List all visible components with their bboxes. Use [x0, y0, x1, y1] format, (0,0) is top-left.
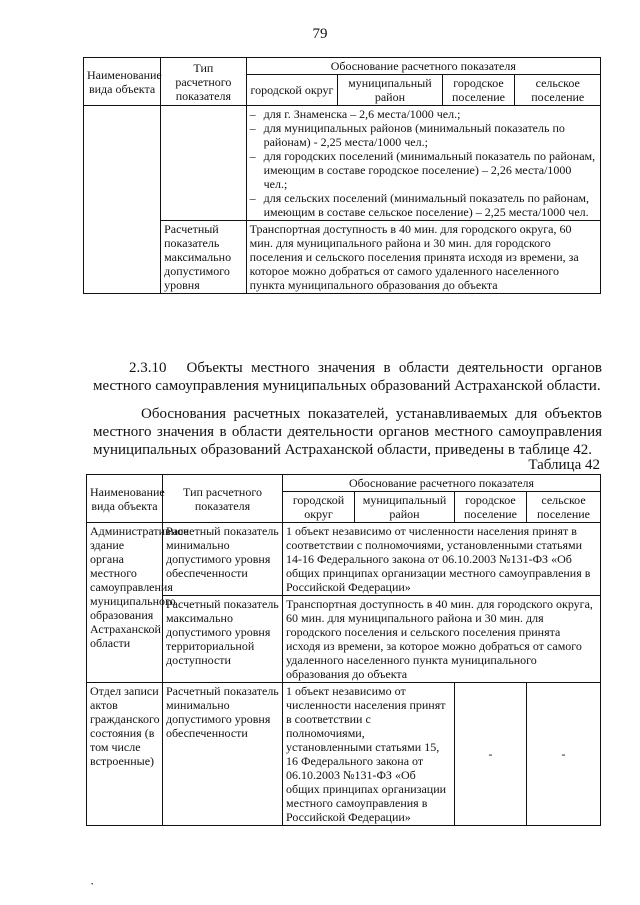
header-basis: Обоснование расчетного показателя: [246, 58, 600, 75]
empty-type-cell: [161, 106, 246, 221]
list-item: – для сельских поселений (минимальный показатель по районам, имеющим в составе сельское поселение) – 2,25 места/1000 чел.: [250, 191, 597, 219]
object-name-cell: Отдел записи актов гражданского состояния (в том числе встроенные): [87, 683, 163, 826]
section-heading: [93, 359, 602, 395]
header-rural: сельское поселение: [515, 75, 601, 106]
table-row: [84, 106, 601, 221]
basis-cell: 1 объект независимо от численности населения принят в соответствии с полномочиями, установленными статьями 15, 16 Федерального закона от 06.10.2003 №131-ФЗ «Об общих принципах организации местного самоуправления в Российской Федерации»: [283, 683, 455, 826]
header-town: городское поселение: [442, 75, 515, 106]
header-town: городское поселение: [455, 492, 527, 523]
table-caption: Таблица 42: [528, 457, 600, 473]
header-type: Тип расчетного показателя: [163, 475, 283, 523]
empty-name-cell: [84, 106, 161, 294]
header-municipal: муниципальный район: [338, 75, 442, 106]
list-item: – для городских поселений (минимальный показатель по районам, имеющим в составе городское поселение) – 2,26 места/1000 чел.;: [250, 149, 597, 191]
table-continued: [83, 57, 601, 294]
type-cell: Расчетный показатель минимально допустимого уровня обеспеченности: [163, 683, 283, 826]
rural-value-cell: -: [527, 683, 601, 826]
page-number: 79: [312, 26, 328, 42]
header-rural: сельское поселение: [527, 492, 601, 523]
intro-paragraph: Обоснования расчетных показателей, устанавливаемых для объектов местного значения в области деятельности органов местного самоуправления муниципальных образований Астраханской области, приведены в таблице 42.: [93, 406, 602, 458]
header-name: Наименование вида объекта: [87, 475, 163, 523]
basis-cell: 1 объект независимо от численности населения принят в соответствии с полномочиями, установленными статьями 14-16 Федерального закона от 06.10.2003 №131-ФЗ «Об общих принципах организации местного самоуправления в Российской Федерации»: [283, 523, 601, 596]
section-number: 2.3.10: [129, 360, 167, 376]
table-42: [86, 474, 601, 826]
basis-cell: [246, 106, 600, 221]
basis-cell: Транспортная доступность в 40 мин. для городского округа, 60 мин. для муниципального района и 30 мин. для городского поселения и сельского поселения принята исходя из времени, за которое можно добраться от самого удаленного населенного пункта муниципального образования до объекта: [246, 221, 600, 294]
type-cell: Расчетный показатель максимально допустимого уровня: [161, 221, 246, 294]
header-city: городской округ: [246, 75, 338, 106]
stray-mark: ·: [90, 876, 95, 891]
list-item: – для г. Знаменска – 2,6 места/1000 чел.;: [250, 107, 597, 121]
table-row: [87, 523, 601, 596]
header-city: городской округ: [283, 492, 355, 523]
object-name-cell: Административное здание органа местного самоуправления муниципального образования Астраханской области: [87, 523, 163, 683]
header-type: Тип расчетного показателя: [161, 58, 246, 106]
type-cell: Расчетный показатель минимально допустимого уровня обеспеченности: [163, 523, 283, 596]
basis-cell: Транспортная доступность в 40 мин. для городского округа, 60 мин. для муниципального района и 30 мин. для городского поселения и сельского поселения принята исходя из времени, за которое можно добраться от самого удаленного населенного пункта муниципального образования до объекта: [283, 596, 601, 683]
table-row: [87, 683, 601, 826]
header-basis: Обоснование расчетного показателя: [283, 475, 601, 492]
section-title: Объекты местного значения в области деятельности органов местного самоуправления муниципальных образований Астраханской области.: [93, 360, 602, 394]
town-value-cell: -: [455, 683, 527, 826]
table-row: [84, 221, 601, 294]
list-item: – для муниципальных районов (минимальный показатель по районам) - 2,25 места/1000 чел.;: [250, 121, 597, 149]
table-row: [87, 596, 601, 683]
type-cell: Расчетный показатель максимально допустимого уровня территориальной доступности: [163, 596, 283, 683]
header-municipal: муниципальный район: [355, 492, 455, 523]
header-name: Наименование вида объекта: [84, 58, 161, 106]
